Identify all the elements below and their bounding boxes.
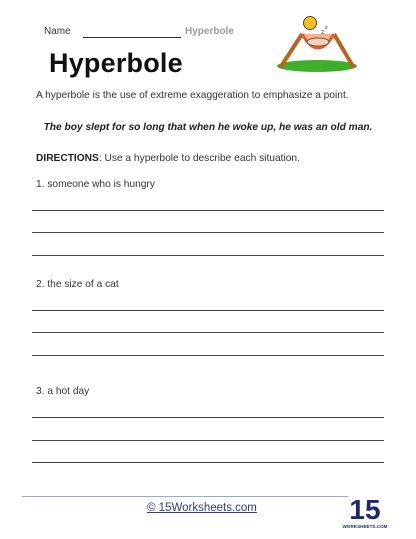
answer-line[interactable]: [32, 310, 384, 311]
example-sentence: The boy slept for so long that when he woke up, he was an old man.: [43, 122, 373, 133]
directions-text: : Use a hyperbole to describe each situation.: [98, 153, 300, 164]
sleeper-shape: [307, 38, 329, 46]
svg-text:z: z: [321, 29, 325, 36]
answer-line[interactable]: [32, 355, 384, 356]
name-label: Name: [44, 26, 71, 37]
answer-line[interactable]: [32, 417, 384, 418]
page-title: Hyperbole: [49, 48, 183, 78]
question-3: 3. a hot day: [36, 386, 90, 397]
answer-line[interactable]: [32, 210, 384, 211]
answer-line[interactable]: [32, 255, 384, 256]
name-line: [83, 37, 181, 38]
worksheets-logo: [342, 492, 388, 532]
hammock-sleeping-icon: [272, 14, 362, 76]
footer-link[interactable]: © 15Worksheets.com: [147, 502, 257, 514]
answer-line[interactable]: [32, 440, 384, 441]
directions-label: DIRECTIONS: [36, 153, 99, 164]
intro-text: A hyperbole is the use of extreme exaggeration to emphasize a point.: [36, 90, 349, 101]
footer-divider: [22, 496, 382, 497]
answer-line[interactable]: [32, 332, 384, 333]
grass-shape: [277, 60, 357, 72]
svg-text:15: 15: [349, 494, 381, 525]
question-1: 1. someone who is hungry: [36, 179, 155, 190]
question-2: 2. the size of a cat: [36, 279, 119, 290]
svg-text:WORKSHEETS.COM: WORKSHEETS.COM: [342, 524, 388, 529]
sun-shape: [304, 17, 317, 30]
topic-label: Hyperbole: [185, 26, 234, 37]
answer-line[interactable]: [32, 462, 384, 463]
answer-line[interactable]: [32, 232, 384, 233]
svg-text:z: z: [325, 25, 328, 31]
directions: [36, 153, 300, 164]
